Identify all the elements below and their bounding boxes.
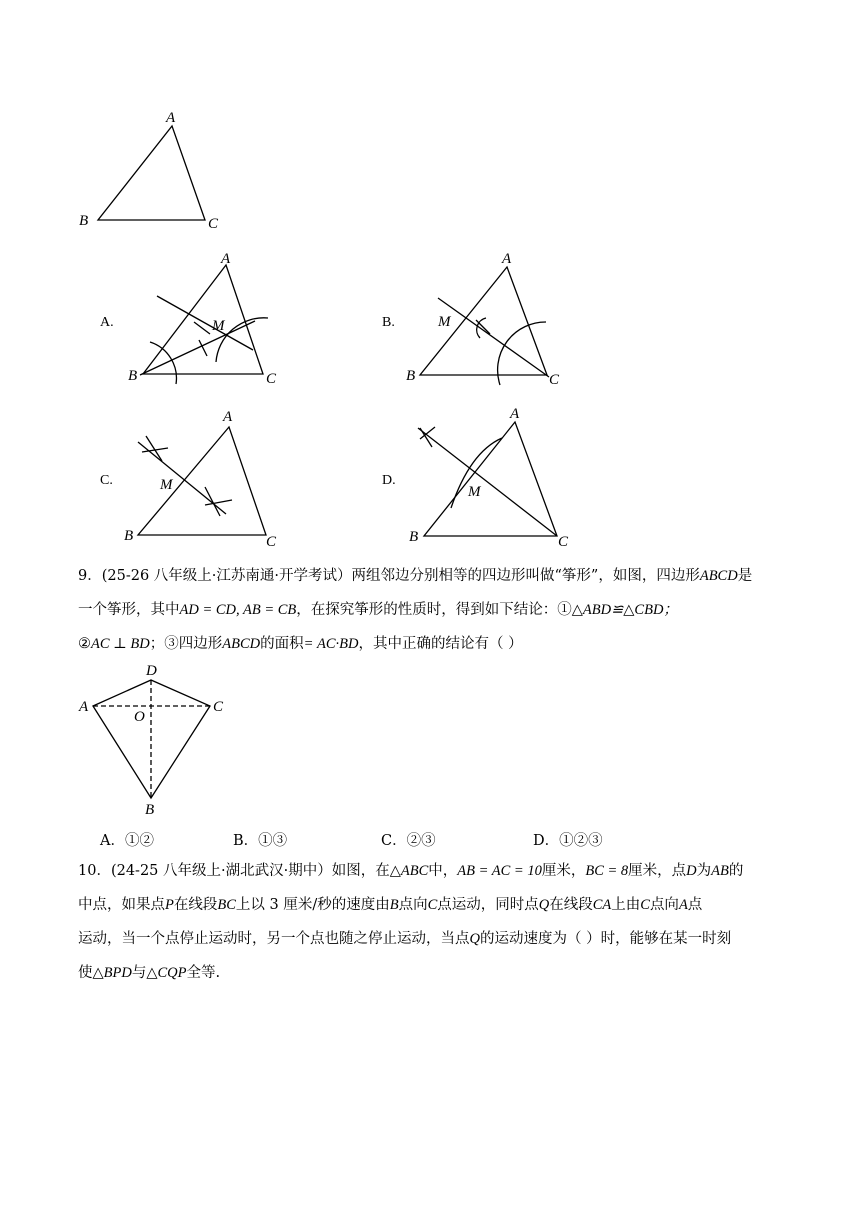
q10-line-1: 10．(24-25 八年级上·湖北武汉·期中）如图，在△ABC中，AB = AC = 10厘米，BC = 8厘米，点D为AB的	[78, 863, 744, 879]
option-b-letter: B.	[382, 315, 395, 330]
option-a-vertex-c: C	[266, 371, 277, 387]
option-d-point-m: M	[468, 484, 481, 500]
option-d-letter: D.	[382, 473, 396, 488]
q9-quad-name: ABCD	[699, 568, 738, 584]
option-c-vertex-c: C	[266, 534, 277, 550]
option-c-vertex-a: A	[223, 409, 233, 425]
option-d-vertex-a: A	[510, 406, 520, 422]
option-c-vertex-b: B	[124, 528, 134, 544]
kite-center-o: O	[134, 709, 145, 725]
option-a-point-m: M	[212, 318, 225, 334]
option-c-point-m: M	[160, 477, 173, 493]
main-vertex-c: C	[208, 216, 219, 232]
q9-perpendicular: AC ⊥ BD	[91, 636, 150, 652]
q9-choice-a[interactable]: A．①②	[100, 833, 154, 849]
q9-congruence: △ABD≌△CBD；	[571, 602, 678, 618]
q9-line-3: ②AC ⊥ BD；③四边形ABCD的面积= AC·BD，其中正确的结论有（ ）	[78, 636, 523, 652]
kite-vertex-c: C	[213, 699, 224, 715]
option-d-triangle	[424, 422, 557, 536]
kite-vertex-a: A	[79, 699, 89, 715]
option-a-vertex-b: B	[128, 368, 138, 384]
main-vertex-b: B	[79, 213, 89, 229]
option-d-vertex-b: B	[409, 529, 419, 545]
option-c-letter: C.	[100, 473, 113, 488]
q9-choice-b[interactable]: B．①③	[233, 833, 288, 849]
option-c-triangle	[138, 427, 266, 535]
option-a-vertex-a: A	[221, 251, 231, 267]
q9-equalities: AD = CD, AB = CB	[179, 602, 297, 618]
q9-choice-c[interactable]: C．②③	[381, 833, 436, 849]
main-triangle	[98, 126, 205, 220]
q9-line-2: 一个筝形，其中AD = CD, AB = CB，在探究筝形的性质时，得到如下结论：①△ABD≌△CBD；	[78, 602, 678, 618]
option-b-vertex-a: A	[502, 251, 512, 267]
main-vertex-a: A	[166, 110, 176, 126]
q10-line-4: 使△BPD与△CQP全等.	[78, 965, 221, 981]
kite-figure	[93, 680, 210, 798]
q9-line-1: 9．(25-26 八年级上·江苏南通·开学考试）两组邻边分别相等的四边形叫做“筝形”，如图，四边形ABCD是	[78, 568, 753, 584]
option-a-triangle	[143, 265, 263, 374]
kite-vertex-d: D	[146, 663, 157, 679]
option-d-vertex-c: C	[558, 534, 569, 550]
option-b-vertex-b: B	[406, 368, 416, 384]
q10-line-3: 运动，当一个点停止运动时，另一个点也随之停止运动，当点Q的运动速度为（ ）时，能够在某一时刻	[78, 931, 732, 947]
kite-vertex-b: B	[145, 802, 155, 818]
option-a-letter: A.	[100, 315, 114, 330]
option-b-vertex-c: C	[549, 372, 560, 388]
q9-area-formula: = AC·BD	[303, 636, 359, 652]
q10-line-2: 中点，如果点P在线段BC上以 3 厘米/秒的速度由B点向C点运动，同时点Q在线段CA上由C点向A点	[78, 897, 703, 913]
q9-choice-d[interactable]: D．①②③	[533, 833, 603, 849]
option-b-point-m: M	[438, 314, 451, 330]
